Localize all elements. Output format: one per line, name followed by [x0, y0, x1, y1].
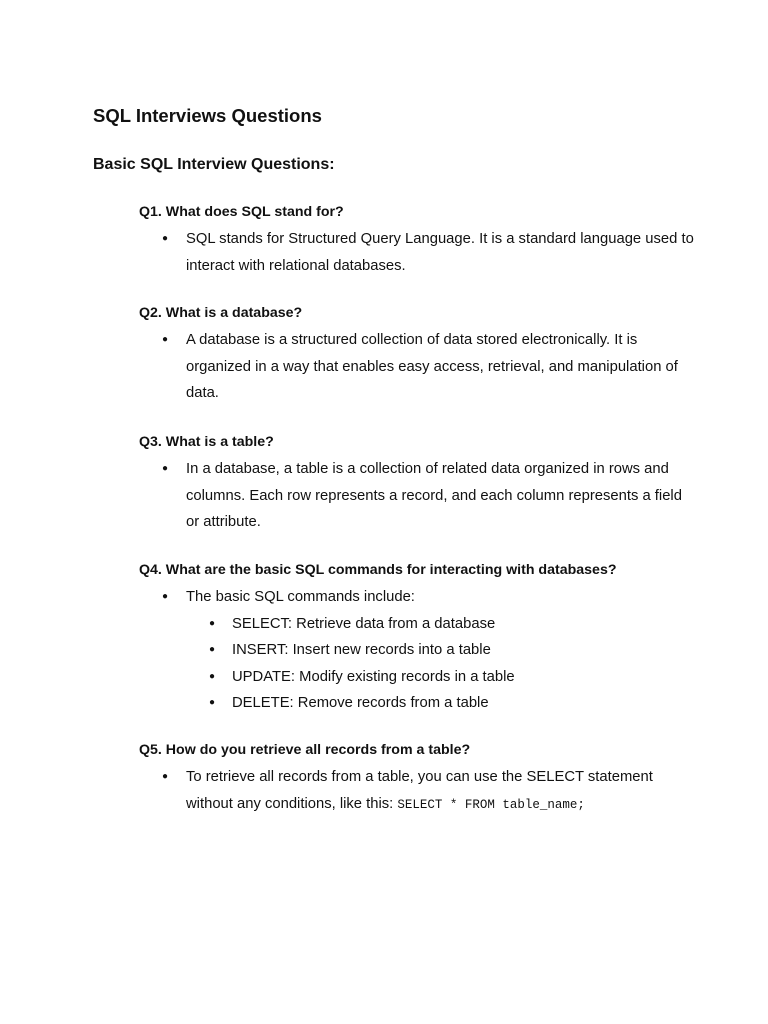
sql-command-text: SELECT: Retrieve data from a database [232, 615, 496, 632]
answer-list [139, 327, 699, 407]
bullet-icon: ● [209, 617, 216, 629]
answer-text: A database is a structured collection of data stored electronically. It is organized in a way that enables easy access, retrieval, and manipulation of data. [186, 332, 678, 401]
code-snippet: SELECT * FROM table_name; [397, 797, 585, 812]
sql-commands-list [186, 611, 699, 717]
answer-list [139, 226, 699, 279]
answer-list [139, 456, 699, 536]
bullet-icon: ● [162, 463, 169, 474]
bullet-icon: ● [209, 697, 216, 708]
question-label: Q4. What are the basic SQL commands for interacting with databases? [139, 562, 617, 578]
question-label: Q5. How do you retrieve all records from a table? [139, 742, 471, 758]
answer-text: SQL stands for Structured Query Language. It is a standard language used to interact with relational databases. [186, 231, 694, 274]
answer-text: In a database, a table is a collection of related data organized in rows and columns. Each row represents a record, and each column represents a field or attribute. [186, 461, 682, 530]
bullet-icon: ● [162, 591, 169, 602]
answer-list [139, 764, 699, 818]
document-title: SQL Interviews Questions [93, 105, 322, 126]
sql-command-item [186, 690, 699, 717]
sql-command-item [186, 611, 699, 638]
bullet-icon: ● [162, 334, 169, 345]
answer-text: To retrieve all records from a table, you can use the SELECT statement without any conditions, like this: [186, 769, 653, 812]
answer-item [139, 584, 699, 717]
section-title: Basic SQL Interview Questions: [93, 156, 335, 173]
question-label: Q1. What does SQL stand for? [139, 204, 344, 220]
question-block-q3 [139, 432, 699, 536]
answer-item [139, 327, 699, 407]
sql-command-item [186, 637, 699, 664]
sql-command-item [186, 664, 699, 691]
answer-item [139, 764, 699, 818]
bullet-icon: ● [162, 771, 169, 782]
question-block-q1 [139, 202, 699, 279]
question-label: Q2. What is a database? [139, 305, 303, 321]
question-label: Q3. What is a table? [139, 434, 274, 450]
sql-command-text: DELETE: Remove records from a table [232, 695, 489, 711]
bullet-icon: ● [209, 670, 216, 682]
answer-item [139, 456, 699, 536]
sql-command-text: INSERT: Insert new records into a table [232, 642, 491, 658]
bullet-icon: ● [209, 644, 216, 655]
sql-command-text: UPDATE: Modify existing records in a table [232, 668, 515, 685]
bullet-icon: ● [162, 233, 169, 244]
answer-list [139, 584, 699, 717]
answer-item [139, 226, 699, 279]
answer-text: The basic SQL commands include: [186, 589, 415, 605]
question-block-q4 [139, 560, 699, 717]
question-block-q2 [139, 303, 699, 407]
question-block-q5 [139, 740, 699, 818]
